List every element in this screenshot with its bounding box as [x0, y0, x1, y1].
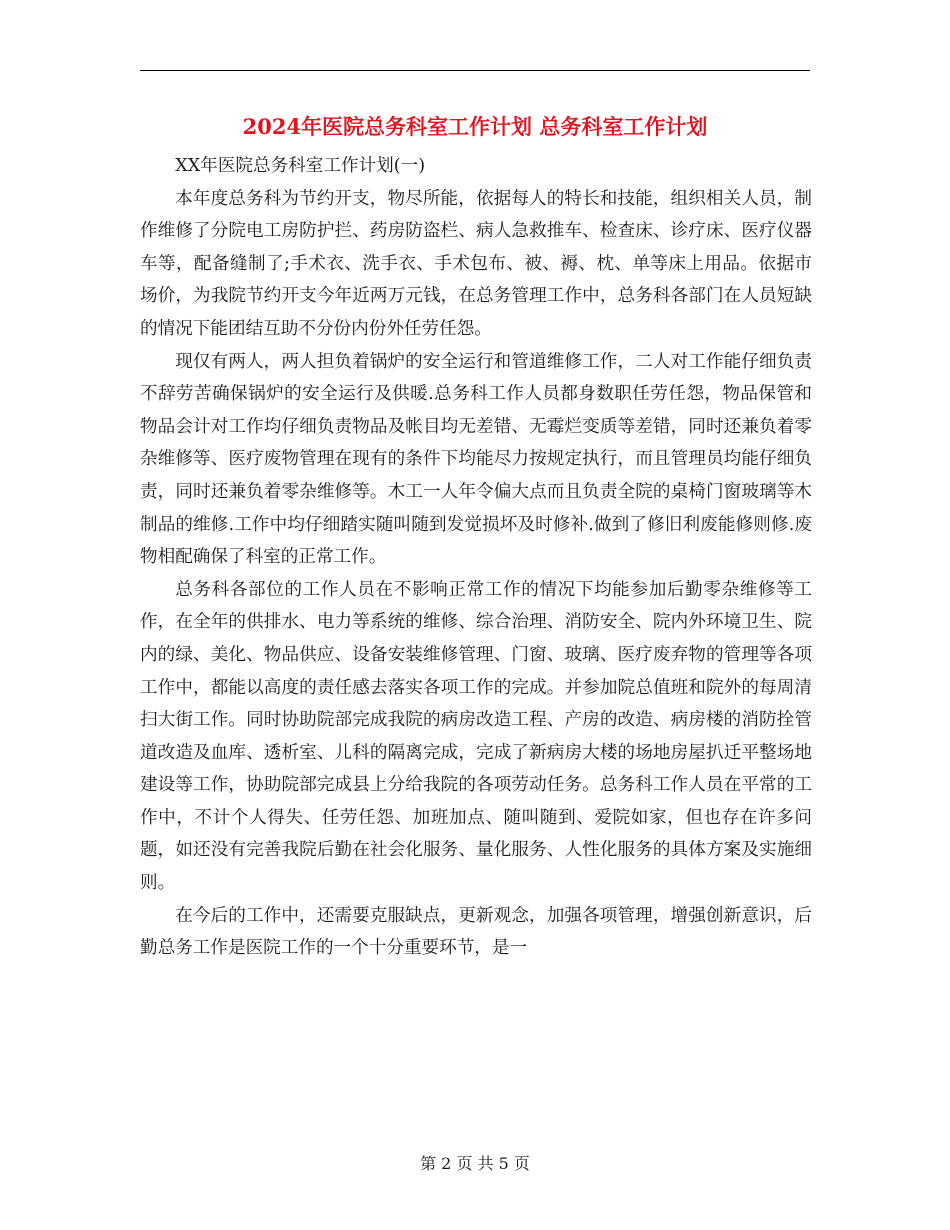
section-heading: XX年医院总务科室工作计划(一): [175, 156, 426, 176]
paragraph-1: 本年度总务科为节约开支，物尽所能，依据每人的特长和技能，组织相关人员，制作维修了分院电工房防护拦、药房防盗栏、病人急救推车、检查床、诊疗床、医疗仪器车等，配备缝制了;手术衣、洗手衣、手术包布、被、褥、枕、单等床上用品。依据市场价，为我院节约开支今年近两万元钱，在总务管理工作中，总务科各部门在人员短缺的情况下能团结互助不分份内份外任劳任怨。: [140, 188, 812, 339]
paragraph-3: 总务科各部位的工作人员在不影响正常工作的情况下均能参加后勤零杂维修等工作，在全年的供排水、电力等系统的维修、综合治理、消防安全、院内外环境卫生、院内的绿、美化、物品供应、设备安装维修管理、门窗、玻璃、医疗废弃物的管理等各项工作中，都能以高度的责任感去落实各项工作的完成。并参加院总值班和院外的每周清扫大街工作。同时协助院部完成我院的病房改造工程、产房的改造、病房楼的消防拴管道改造及血库、透析室、儿科的隔离完成，完成了新病房大楼的场地房屋扒迁平整场地建设等工作，协助院部完成县上分给我院的各项劳动任务。总务科工作人员在平常的工作中，不计个人得失、任劳任怨、加班加点、随叫随到、爱院如家，但也存在许多问题，如还没有完善我院后勤在社会化服务、量化服务、人性化服务的具体方案及实施细则。: [140, 579, 812, 894]
page-number-footer: 第 2 页 共 5 页: [420, 1154, 530, 1173]
paragraph-4: 在今后的工作中，还需要克服缺点，更新观念，加强各项管理，增强创新意识，后勤总务工作是医院工作的一个十分重要环节，是一: [140, 905, 812, 959]
header-rule: [140, 70, 810, 71]
document-title: 2024年医院总务科室工作计划 总务科室工作计划: [242, 114, 708, 139]
paragraph-2: 现仅有两人，两人担负着锅炉的安全运行和管道维修工作，二人对工作能仔细负责不辞劳苦确保锅炉的安全运行及供暖.总务科工作人员都身数职任劳任怨，物品保管和物品会计对工作均仔细负责物品及帐目均无差错、无霉烂变质等差错，同时还兼负着零杂维修等、医疗废物管理在现有的条件下均能尽力按规定执行，而且管理员均能仔细负责，同时还兼负着零杂维修等。木工一人年令偏大点而且负责全院的桌椅门窗玻璃等木制品的维修.工作中均仔细踏实随叫随到发觉损坏及时修补.做到了修旧利废能修则修.废物相配确保了科室的正常工作。: [140, 351, 812, 568]
document-body: [140, 150, 812, 965]
